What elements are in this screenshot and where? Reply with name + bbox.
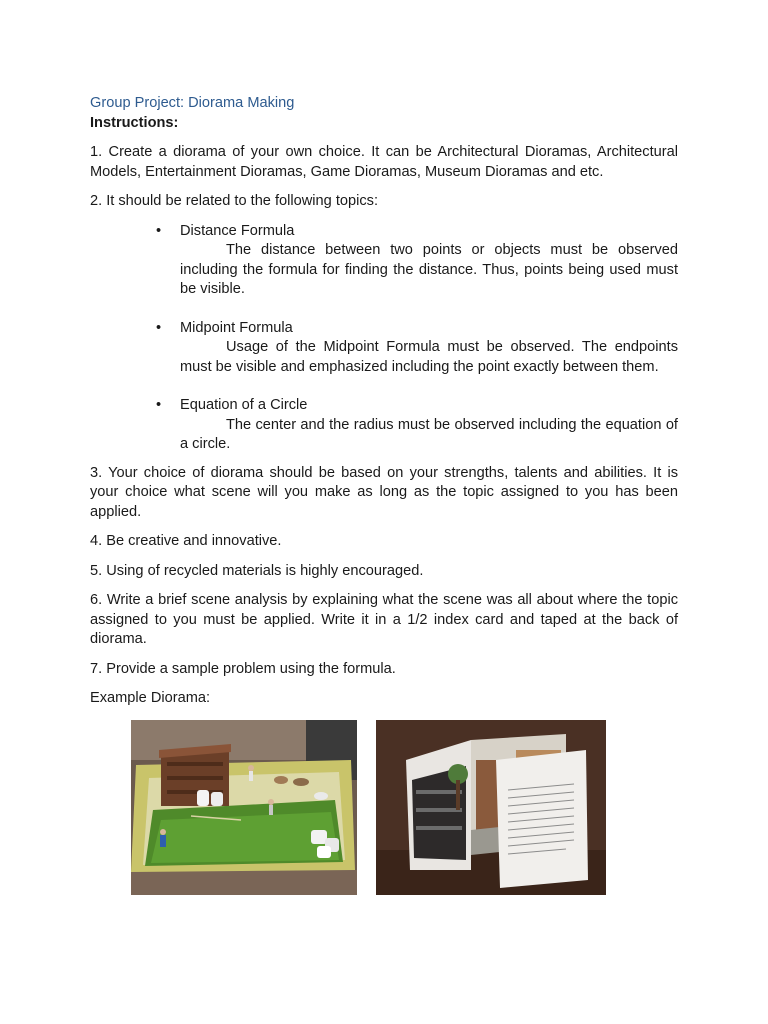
instructions-heading: Instructions:: [90, 114, 179, 131]
topic-description: The distance between two points or objects must be observed including the formula for finding the distance. Thus, points being used must be visible.: [180, 242, 678, 297]
document-body: [90, 94, 678, 719]
bullet-icon: •: [156, 222, 162, 239]
instruction-2: 2. It should be related to the following topics:: [90, 193, 378, 209]
topic-description: Usage of the Midpoint Formula must be observed. The endpoints must be visible and emphasized including the point exactly between them.: [180, 339, 678, 375]
topic-name: Equation of a Circle: [180, 397, 308, 413]
bullet-icon: •: [156, 319, 162, 336]
bullet-icon: •: [156, 397, 162, 413]
list-item: [90, 222, 678, 300]
instruction-3: 3. Your choice of diorama should be based on your strengths, talents and abilities. It is your choice what scene will you make as long as the topic assigned to you has been applied.: [90, 464, 678, 520]
example-figures: [0, 720, 768, 895]
list-item: [90, 396, 678, 455]
diorama-photo-farm: [131, 720, 357, 895]
instruction-4: 4. Be creative and innovative.: [90, 533, 282, 549]
list-item: [90, 319, 678, 378]
instruction-5: 5. Using of recycled materials is highly encouraged.: [90, 562, 424, 579]
topic-name: Midpoint Formula: [180, 319, 293, 336]
instruction-6: 6. Write a brief scene analysis by explaining what the scene was all about where the topic assigned to you must be applied. Write it in a 1/2 index card and taped at the back of diorama.: [90, 592, 678, 647]
page-title: Group Project: Diorama Making: [90, 95, 295, 111]
topics-list: [90, 222, 678, 455]
topic-name: Distance Formula: [180, 222, 295, 239]
instruction-1: 1. Create a diorama of your own choice. It can be Architectural Dioramas, Architectural Models, Entertainment Dioramas, Game Dioramas, Museum Dioramas and etc.: [90, 144, 678, 180]
topic-description: The center and the radius must be observed including the equation of a circle.: [180, 416, 678, 452]
example-label: Example Diorama:: [90, 690, 211, 706]
instruction-7: 7. Provide a sample problem using the formula.: [90, 660, 396, 677]
diorama-photo-paper: [376, 720, 606, 895]
